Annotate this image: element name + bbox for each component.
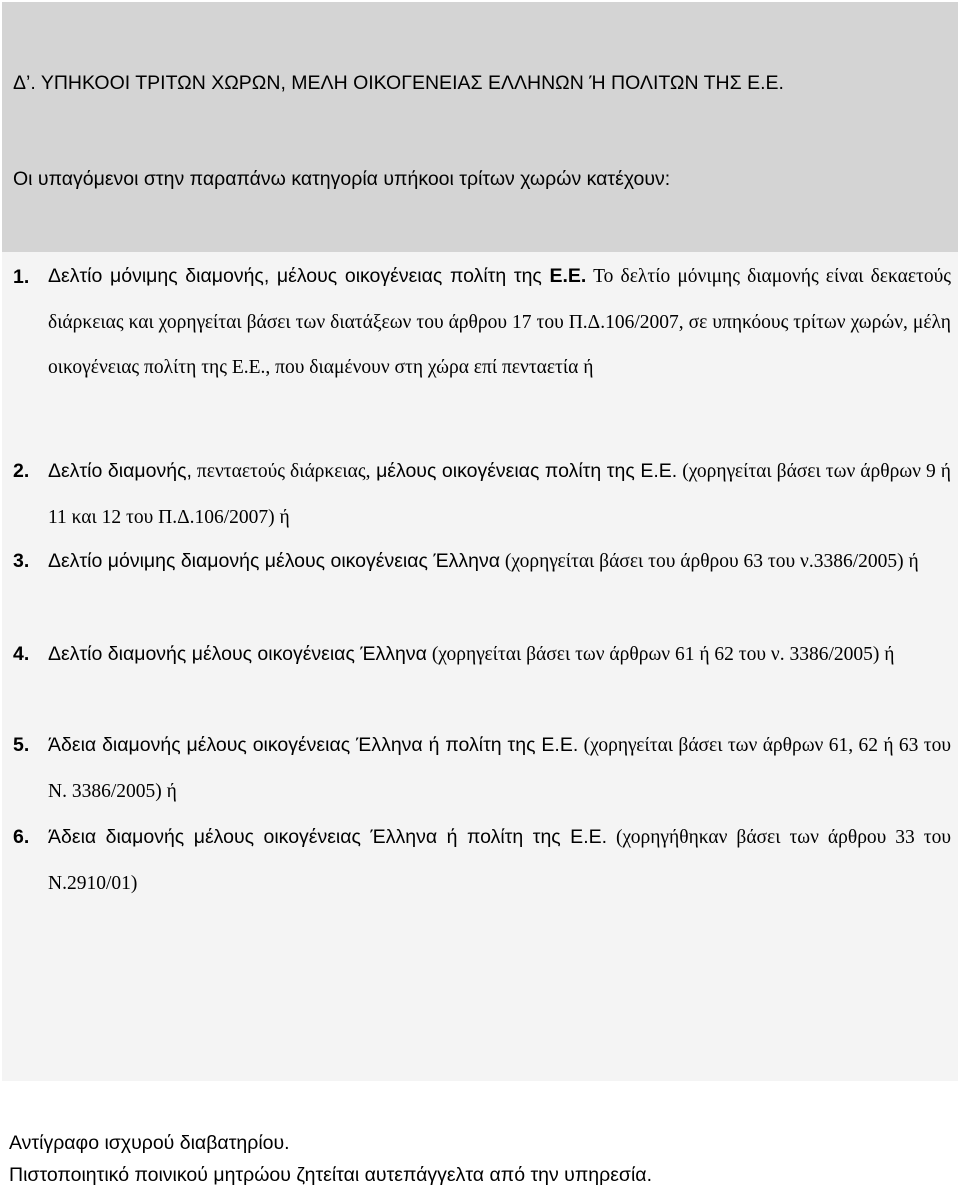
list-item-text: (χορηγήθηκαν βάσει των άρθρου 33 του Ν.2910/01) — [48, 827, 951, 894]
list-item-text: Το δελτίο μόνιμης διαμονής είναι δεκαετούς διάρκειας και χορηγείται βάσει των διατάξεων του άρθρου 17 του Π.Δ.106/2007, σε υπηκόους τρίτων χωρών, μέλη οικογένειας πολίτη της Ε.Ε., που διαμένουν στη χώρα επί πενταετία ή — [48, 266, 952, 378]
list-item-title: Δελτίο διαμονής, — [48, 460, 192, 482]
list-item-number: 4. — [13, 643, 30, 665]
section-header-box — [2, 2, 958, 252]
list-item-title-cont: , μέλους οικογένειας πολίτη της — [263, 265, 542, 287]
list-item-number: 6. — [13, 826, 30, 848]
list-item-title: Δελτίο μόνιμης διαμονής μέλους οικογένειας Έλληνα — [48, 550, 500, 572]
footer-line-criminal-record: Πιστοποιητικό ποινικού μητρώου ζητείται αυτεπάγγελτα από την υπηρεσία. — [9, 1164, 652, 1186]
list-item-text: (χορηγείται βάσει του άρθρου 63 του ν.3386/2005) ή — [500, 551, 919, 572]
list-item-number: 2. — [13, 460, 30, 482]
footer-line-passport: Αντίγραφο ισχυρού διαβατηρίου. — [9, 1132, 290, 1154]
footer-notes — [9, 1127, 949, 1191]
list-item-4 — [13, 631, 951, 678]
list-item-title: Δελτίο διαμονής μέλους οικογένειας Έλληνα — [48, 643, 427, 665]
list-item-text-cont: (χορηγείται βάσει των άρθρων 9 ή 11 και 12 του Π.Δ.106/2007) ή — [48, 461, 952, 528]
list-item-emphasis: μέλους οικογένειας πολίτη της Ε.Ε. — [370, 460, 678, 482]
list-item-emphasis: Ε.Ε. — [541, 265, 587, 287]
list-item-1 — [13, 254, 951, 391]
list-item-6 — [13, 814, 951, 907]
section-intro: Οι υπαγόμενοι στην παραπάνω κατηγορία υπήκοοι τρίτων χωρών κατέχουν: — [13, 168, 671, 190]
list-item-text: πενταετούς διάρκειας, — [191, 461, 371, 482]
list-item-title: Δελτίο μόνιμης διαμονής — [48, 265, 264, 287]
list-item-title: Άδεια διαμονής μέλους οικογένειας Έλληνα ή πολίτη της Ε.Ε. — [48, 826, 608, 848]
list-item-text: (χορηγείται βάσει των άρθρων 61, 62 ή 63 του Ν. 3386/2005) ή — [48, 735, 951, 802]
list-item-number: 5. — [13, 734, 30, 756]
list-item-title: Άδεια διαμονής μέλους οικογένειας Έλληνα ή πολίτη της Ε.Ε. — [48, 734, 579, 756]
list-item-number: 3. — [13, 550, 30, 572]
list-item-3 — [13, 538, 951, 585]
list-item-2 — [13, 448, 951, 541]
section-title: Δ’. ΥΠΗΚΟΟΙ ΤΡΙΤΩΝ ΧΩΡΩΝ, ΜΕΛΗ ΟΙΚΟΓΕΝΕΙΑΣ ΕΛΛΗΝΩΝ Ή ΠΟΛΙΤΩΝ ΤΗΣ Ε.Ε. — [13, 72, 784, 94]
list-item-5 — [13, 722, 951, 815]
list-item-text: (χορηγείται βάσει των άρθρων 61 ή 62 του ν. 3386/2005) ή — [426, 644, 895, 665]
list-item-number: 1. — [13, 266, 30, 288]
